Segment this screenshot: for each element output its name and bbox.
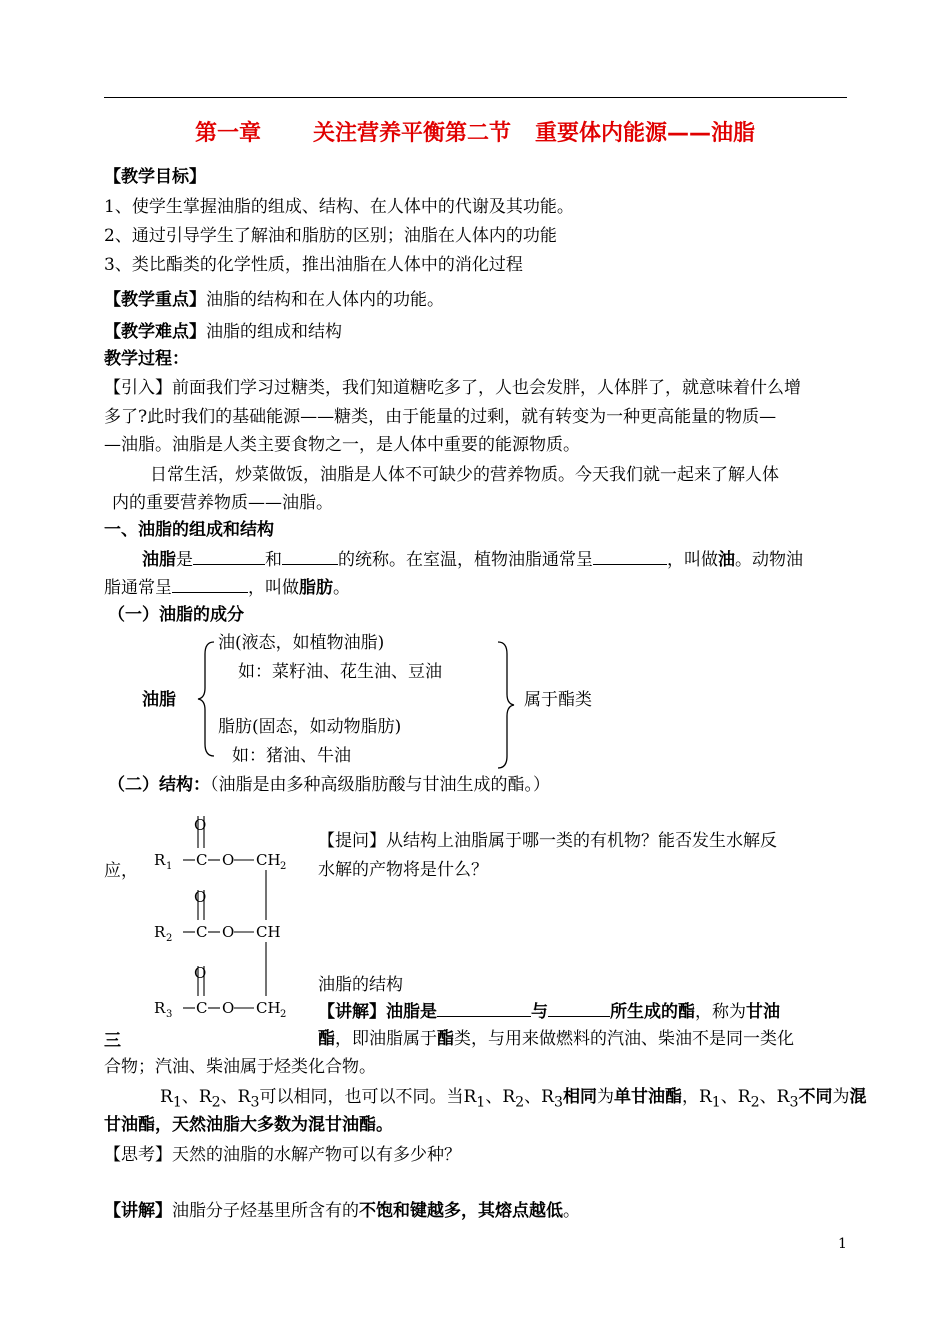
formula-sub: 2 (280, 861, 287, 872)
text: 为 (596, 1087, 614, 1107)
text: 的统称。在室温，植物油脂通常呈 (338, 550, 593, 570)
difficulty (104, 317, 342, 342)
lecture-label: 【讲解】 (318, 1002, 386, 1022)
page-title (0, 116, 950, 147)
blank-3 (593, 548, 667, 565)
text: ，称为 (695, 1002, 746, 1022)
blank-2 (282, 548, 338, 565)
formula-c: C (196, 923, 208, 941)
header-rule (104, 97, 847, 98)
text: ， (681, 1087, 699, 1107)
formula-sub: 1 (166, 861, 173, 872)
text: 是 (176, 550, 193, 570)
text: 2 (211, 1094, 221, 1111)
difficulty-label: 【教学难点】 (104, 322, 206, 342)
lecture1-cont: 合物；汽油、柴油属于烃类化合物。 (104, 1057, 376, 1077)
text: R (502, 1087, 516, 1107)
key-point (104, 285, 444, 310)
term-ester: 酯 (437, 1029, 454, 1049)
lecture1-cont (318, 1024, 794, 1049)
section1-paragraph (142, 545, 803, 570)
text: R (463, 1087, 477, 1107)
text: ，叫做 (667, 550, 718, 570)
text: 1 (172, 1094, 182, 1111)
text: ，其熔点越低 (461, 1201, 563, 1221)
text: R (541, 1087, 554, 1107)
title-topic: 重要体内能源——油脂 (535, 121, 756, 146)
composition-root: 油脂 (142, 690, 176, 710)
structure-heading: （二）结构： (108, 775, 210, 795)
structure-note: （油脂是由多种高级脂肪酸与甘油生成的酯。） (210, 775, 550, 795)
text: ，叫做 (248, 578, 299, 598)
text: 可以相同，也可以不同。当 (259, 1087, 464, 1107)
composition-category: 属于酯类 (524, 690, 592, 710)
objective-item: 2、通过引导学生了解油和脂肪的区别；油脂在人体内的功能 (104, 226, 557, 246)
mixed-glyceride-cont (104, 1110, 393, 1135)
left-brace (196, 640, 218, 758)
text: 。 (563, 1201, 580, 1221)
formula-c: C (196, 999, 208, 1017)
composition-oil-example: 如：菜籽油、花生油、豆油 (238, 662, 442, 682)
text: 、 (181, 1087, 199, 1107)
structure-line (108, 770, 550, 795)
text: 油脂分子烃基里所含有的 (172, 1201, 359, 1221)
mixed-glyceride-line (160, 1082, 866, 1110)
blank-4 (172, 576, 248, 593)
objective-item: 3、类比酯类的化学性质，推出油脂在人体中的消化过程 (104, 255, 523, 275)
composition-heading: （一）油脂的成分 (108, 605, 244, 625)
text: 2 (750, 1094, 760, 1111)
text: 与 (531, 1002, 548, 1022)
text: R (737, 1087, 751, 1107)
lecture1-wrap: 三 (104, 1031, 121, 1051)
lecture-label: 【讲解】 (104, 1201, 172, 1221)
text: 和 (265, 550, 282, 570)
key-point-text: 油脂的结构和在人体内的功能。 (206, 290, 444, 310)
text: R (237, 1087, 251, 1107)
formula-o: O (194, 888, 207, 906)
question-cont: 应， (104, 861, 138, 881)
text: 相同 (562, 1087, 597, 1107)
formula-o: O (222, 999, 235, 1017)
key-point-label: 【教学重点】 (104, 290, 206, 310)
text: 。动物油 (735, 550, 803, 570)
formula-r3: R (154, 999, 166, 1017)
page-number: 1 (838, 1236, 847, 1252)
intro-line: 日常生活，炒菜做饭，油脂是人体不可缺少的营养物质。今天我们就一起来了解人体 (150, 465, 779, 485)
intro-line: 内的重要营养物质——油脂。 (112, 493, 333, 513)
question: 【提问】从结构上油脂属于哪一类的有机物？能否发生水解反 (318, 831, 777, 851)
text: 、 (524, 1087, 542, 1107)
formula-ch2: CH (256, 851, 281, 869)
text: 。 (333, 578, 350, 598)
intro-line: 多了?此时我们的基础能源——糖类，由于能量的过剩，就有转变为一种更高能量的物质— (104, 407, 777, 427)
text: ，即油脂属于 (335, 1029, 437, 1049)
formula-r2: R (154, 923, 166, 941)
formula-o: O (222, 851, 235, 869)
blank-1 (193, 548, 265, 565)
text: R (198, 1087, 212, 1107)
formula-o: O (194, 816, 207, 834)
intro-line: —油脂。油脂是人类主要食物之一，是人体中重要的能源物质。 (104, 435, 580, 455)
text: ，天然油脂大多数为混甘油酯。 (155, 1115, 393, 1135)
text: 油脂是 (386, 1002, 437, 1022)
formula-ch: CH (256, 923, 281, 941)
lecture2 (104, 1196, 580, 1221)
composition-fat: 脂肪(固态，如动物脂肪) (218, 717, 402, 737)
term-simple-glyceride: 单甘油酯 (613, 1087, 682, 1107)
formula-r1: R (154, 851, 166, 869)
text: 3 (553, 1094, 563, 1111)
text: 脂通常呈 (104, 578, 172, 598)
term-oil-fat: 油脂 (142, 550, 176, 570)
formula-o: O (194, 964, 207, 982)
term-glycerol: 甘油 (746, 1002, 780, 1022)
text: 3 (250, 1094, 260, 1111)
text: 为 (832, 1087, 850, 1107)
intro-line: 【引入】前面我们学习过糖类，我们知道糖吃多了，人也会发胖，人体胖了，就意味着什么增 (104, 378, 801, 398)
formula-sub: 3 (166, 1009, 173, 1020)
text: R (160, 1087, 173, 1107)
text: 1 (711, 1094, 721, 1111)
text: 1 (476, 1094, 486, 1111)
section1-heading: 一、油脂的组成和结构 (104, 520, 274, 540)
term-fat: 脂肪 (299, 578, 333, 598)
text: 类，与用来做燃料的汽油、柴油不是同一类化 (454, 1029, 794, 1049)
title-section: 关注营养平衡第二节 (312, 121, 511, 146)
blank-6 (548, 1000, 610, 1017)
formula-c: C (196, 851, 208, 869)
composition-fat-example: 如：猪油、牛油 (232, 746, 351, 766)
text: 、 (485, 1087, 503, 1107)
structure-caption: 油脂的结构 (318, 975, 403, 995)
text: R (698, 1087, 712, 1107)
text: 不同 (798, 1087, 833, 1107)
title-chapter: 第一章 (194, 121, 261, 146)
difficulty-text: 油脂的组成和结构 (206, 322, 342, 342)
right-brace (494, 640, 516, 770)
term-mixed-glyceride: 甘油酯 (104, 1115, 155, 1135)
text: 、 (759, 1087, 777, 1107)
term-ester: 酯 (318, 1029, 335, 1049)
formula-sub: 2 (166, 933, 173, 944)
term-mixed: 混 (849, 1087, 867, 1107)
text: R (776, 1087, 790, 1107)
text: 、 (220, 1087, 238, 1107)
objective-item: 1、使学生掌握油脂的组成、结构、在人体中的代谢及其功能。 (104, 197, 574, 217)
formula-ch2: CH (256, 999, 281, 1017)
formula-sub: 2 (280, 1009, 287, 1020)
question-cont: 水解的产物将是什么？ (318, 860, 488, 880)
text: 3 (789, 1094, 799, 1111)
blank-5 (437, 1000, 531, 1017)
lecture1 (318, 997, 780, 1022)
objectives-heading: 【教学目标】 (104, 167, 206, 187)
section1-paragraph-cont (104, 573, 350, 598)
text: 2 (515, 1094, 525, 1111)
think: 【思考】天然的油脂的水解产物可以有多少种？ (104, 1145, 461, 1165)
text: 、 (720, 1087, 738, 1107)
composition-oil: 油(液态，如植物油脂) (218, 633, 385, 653)
triglyceride-formula (150, 808, 300, 1026)
formula-o: O (222, 923, 235, 941)
text: 所生成的酯 (610, 1002, 695, 1022)
text: 不饱和键越多 (359, 1201, 461, 1221)
term-oil: 油 (718, 550, 735, 570)
process-heading: 教学过程： (104, 349, 189, 369)
